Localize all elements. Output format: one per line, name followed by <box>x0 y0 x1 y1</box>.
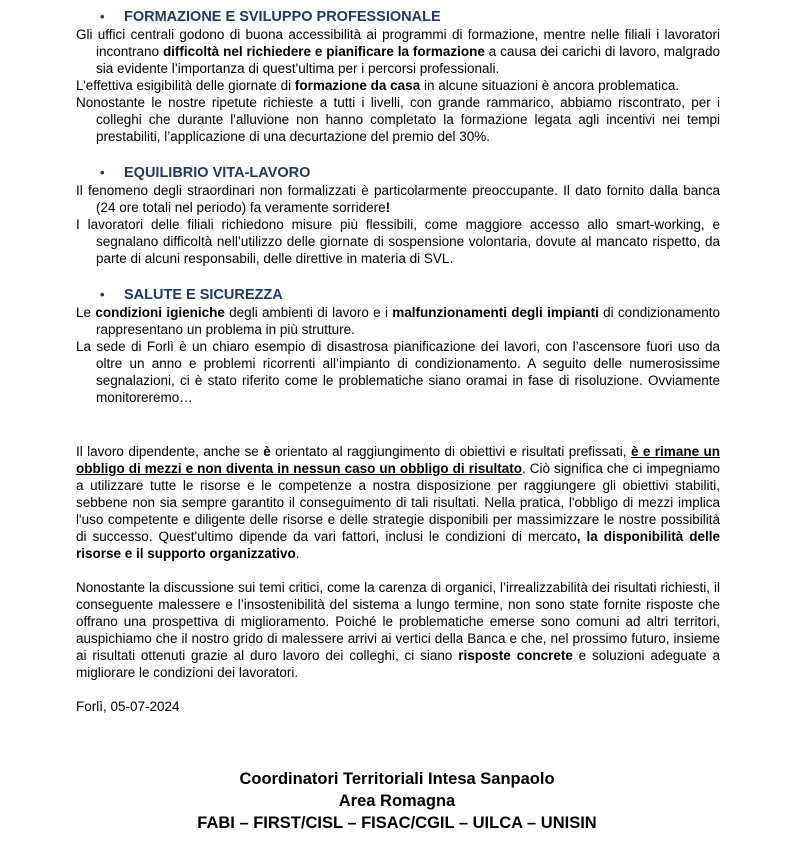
bold-text: ! <box>385 200 391 215</box>
paragraph <box>76 26 720 77</box>
signature-line-3: FABI – FIRST/CISL – FISAC/CGIL – UILCA – UNISIN <box>197 814 597 832</box>
text-run: . Ciò significa che ci impegniamo a utilizzare tutte le risorse e le competenze a nostra disposizione per raggiungere gli obiettivi stabiliti, sebbene non sia sempre garantito il conseguimento di tali risultati. Nella pratica, l'obbligo di mezzi implica l'uso competente e diligente delle risorse e delle strategie disponibili per massimizzare le nostre possibilità di successo. Quest'ultimo dipende da vari fattori, inclusi le condizioni di mercato <box>76 461 720 544</box>
bold-text: , la disponibilità delle risorse e il supporto organizzativo <box>76 529 721 561</box>
section-heading-equilibrio <box>76 164 720 182</box>
paragraph <box>76 216 720 267</box>
closing-paragraph <box>76 443 720 562</box>
section-heading-salute <box>76 286 720 304</box>
text-run: Gli uffici centrali godono di buona accessibilità ai programmi di formazione, mentre nelle filiali i lavoratori incontrano <box>76 27 720 59</box>
bold-text: difficoltà nel richiedere e pianificare la formazione <box>162 44 485 59</box>
bold-text: è <box>263 444 271 459</box>
text-run: Nonostante le nostre ripetute richieste a tutti i livelli, con grande rammarico, abbiamo riscontrato, per i colleghi che durante l'alluvione non hanno completato la formazione legata agli incentivi nei tempi prestabiliti, l’applicazione di una decurtazione del premio del 30%. <box>76 95 720 144</box>
paragraph <box>76 182 720 216</box>
bold-text: condizioni igieniche <box>95 305 225 320</box>
text-run: orientato al raggiungimento di obiettivi e risultati prefissati, <box>270 444 631 459</box>
paragraph <box>76 304 720 338</box>
section-heading-formazione <box>76 8 720 26</box>
date-line: Forlì, 05-07-2024 <box>76 699 180 714</box>
paragraph <box>76 94 720 145</box>
text-run: I lavoratori delle filiali richiedono misure più flessibili, come maggiore accesso allo smart-working, e segnalano difficoltà nell’utilizzo delle giornate di sospensione volontaria, dovute al mancato rispetto, da parte di alcuni responsabili, delle direttive in materia di SVL. <box>76 217 720 266</box>
section-heading-label: FORMAZIONE E SVILUPPO PROFESSIONALE <box>124 9 441 25</box>
bold-text: risposte concrete <box>458 648 573 663</box>
paragraph <box>76 338 720 406</box>
document-page <box>76 0 720 715</box>
text-run: e soluzioni adeguate a migliorare le condizioni dei lavoratori. <box>76 648 721 680</box>
text-run: in alcune situazioni è ancora problematica. <box>420 78 680 93</box>
bullet-icon: • <box>100 9 105 24</box>
text-run: a causa dei carichi di lavoro, malgrado sia evidente l’importanza di quest'ultima per i percorsi professionali. <box>96 44 721 76</box>
text-run: di condizionamento rappresentano un problema in più strutture. <box>96 305 720 337</box>
closing-paragraph <box>76 579 720 681</box>
bullet-icon: • <box>100 165 105 180</box>
paragraph <box>76 77 720 94</box>
text-run: Nonostante la discussione sui temi critici, come la carenza di organici, l’irrealizzabilità dei risultati richiesti, il conseguente malessere e l’insostenibilità del sistema a lungo termine, non sono state fornite risposte che offrano una prospettiva di miglioramento. Poiché le problematiche emerse sono comuni ad altri territori, auspichiamo che il nostro grido di malessere arrivi ai vertici della Banca e che, nel prossimo futuro, insieme ai risultati ottenuti grazie al duro lavoro dei colleghi, ci siano <box>76 580 720 663</box>
signature-line-1: Coordinatori Territoriali Intesa Sanpaolo <box>239 770 555 788</box>
text-run: . <box>295 546 300 561</box>
text-run: Il fenomeno degli straordinari non formalizzati è particolarmente preoccupante. Il dato fornito dalla banca (24 ore totali nel periodo) fa veramente sorridere <box>76 183 720 215</box>
signature-block <box>0 768 794 834</box>
bold-text: formazione da casa <box>294 78 421 93</box>
text-run: L’effettiva esigibilità delle giornate di <box>76 78 295 93</box>
text-run: Il lavoro dipendente, anche se <box>76 444 264 459</box>
text-run: La sede di Forlì è un chiaro esempio di disastrosa pianificazione dei lavori, con l’ascensore fuori uso da oltre un anno e problemi ricorrenti all’impianto di condizionamento. A seguito delle numerosissime segnalazioni, ci è stato riferito come le problematiche siano oramai in fase di risoluzione. Ovviamente monitoreremo… <box>76 339 720 405</box>
text-run: degli ambienti di lavoro e i <box>224 305 393 320</box>
section-heading-label: SALUTE E SICUREZZA <box>124 287 283 303</box>
section-heading-label: EQUILIBRIO VITA-LAVORO <box>124 165 311 181</box>
signature-line-2: Area Romagna <box>338 792 456 810</box>
text-run: Le <box>76 305 96 320</box>
bold-underlined-text: è e rimane un obbligo di mezzi e non diventa in nessun caso un obbligo di risultato <box>76 444 720 476</box>
bullet-icon: • <box>100 287 105 302</box>
bold-text: malfunzionamenti degli impianti <box>392 305 599 320</box>
